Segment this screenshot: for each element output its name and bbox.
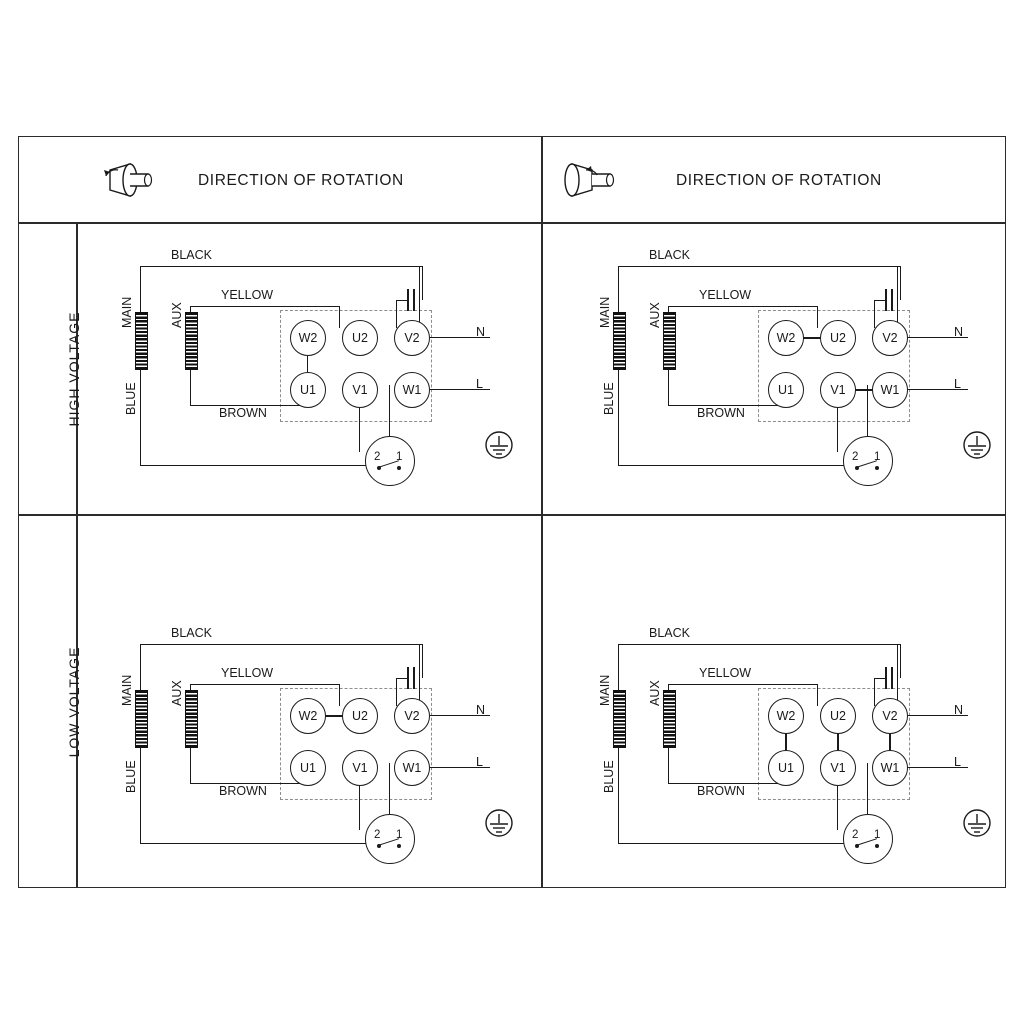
label-yellow: YELLOW: [218, 288, 276, 302]
terminal-v1[interactable]: V1: [342, 750, 378, 786]
coil-main: [613, 312, 626, 370]
label-blue: BLUE: [124, 382, 138, 415]
label-black: BLACK: [168, 248, 215, 262]
label-n: N: [954, 325, 964, 339]
wiring-cell-lv-ccw: [110, 618, 540, 880]
link-w2-u2: [323, 715, 343, 717]
link-u2-v1: [837, 732, 839, 750]
label-n: N: [954, 703, 964, 717]
wiring-cell-hv-ccw: [110, 240, 540, 502]
wire-blue-bottom: [140, 843, 390, 844]
motor-shaft-ccw-icon: [96, 156, 162, 202]
label-main: MAIN: [120, 674, 134, 706]
label-brown: BROWN: [694, 784, 748, 798]
label-l: L: [954, 377, 961, 391]
wire-v1-to-thermal: [359, 406, 360, 452]
thermal-terminal-1: 1: [396, 829, 403, 841]
label-l: L: [476, 755, 483, 769]
label-aux: AUX: [648, 302, 662, 328]
wire-cap-right: [900, 644, 901, 678]
coil-aux: [185, 312, 198, 370]
label-yellow: YELLOW: [218, 666, 276, 680]
row-label-low-voltage: LOW VOLTAGE: [66, 646, 82, 758]
thermal-terminal-2: 2: [374, 829, 381, 841]
terminal-u2[interactable]: U2: [342, 320, 378, 356]
wire-blue-bottom: [618, 465, 868, 466]
coil-aux: [663, 690, 676, 748]
thermal-terminal-2: 2: [374, 451, 381, 463]
label-main: MAIN: [598, 296, 612, 328]
wiring-cell-lv-cw: [600, 618, 1024, 880]
wire-yellow-to-u2: [817, 306, 818, 328]
link-w2-u1: [785, 732, 787, 750]
link-v1-w1: [853, 389, 873, 391]
wire-yellow-horizontal: [668, 306, 818, 307]
wire-cap-top: [871, 266, 901, 267]
label-yellow: YELLOW: [696, 666, 754, 680]
label-blue: BLUE: [124, 760, 138, 793]
wire-yellow-horizontal: [668, 684, 818, 685]
thermal-terminal-2: 2: [852, 829, 859, 841]
coil-main: [135, 690, 148, 748]
wire-v1-to-thermal: [837, 784, 838, 830]
label-black: BLACK: [168, 626, 215, 640]
grid-rule-header: [18, 222, 1006, 224]
terminal-w1[interactable]: W1: [394, 750, 430, 786]
grid-rule-mid: [18, 514, 1006, 516]
terminal-u1[interactable]: U1: [290, 750, 326, 786]
terminal-w2[interactable]: W2: [768, 320, 804, 356]
thermal-terminal-1: 1: [874, 451, 881, 463]
header-title-left: DIRECTION OF ROTATION: [198, 172, 404, 189]
coil-aux: [663, 312, 676, 370]
row-label-high-voltage: HIGH VOLTAGE: [66, 311, 82, 427]
terminal-v2[interactable]: V2: [872, 698, 908, 734]
label-blue: BLUE: [602, 760, 616, 793]
wire-yellow-to-u2: [339, 684, 340, 706]
label-black: BLACK: [646, 626, 693, 640]
terminal-w1[interactable]: W1: [872, 372, 908, 408]
label-n: N: [476, 703, 486, 717]
wiring-cell-hv-cw: [600, 240, 1024, 502]
wire-black-horizontal: [140, 644, 420, 645]
grid-rule-center: [541, 136, 543, 888]
terminal-v1[interactable]: V1: [342, 372, 378, 408]
terminal-u2[interactable]: U2: [820, 320, 856, 356]
label-l: L: [954, 755, 961, 769]
wire-blue-bottom: [140, 465, 390, 466]
wire-blue-bottom: [618, 843, 868, 844]
wire-v1-to-thermal: [837, 406, 838, 452]
wire-yellow-horizontal: [190, 306, 340, 307]
terminal-w1[interactable]: W1: [872, 750, 908, 786]
wire-yellow-to-u2: [817, 684, 818, 706]
wire-cap-left-drop: [396, 300, 397, 328]
wire-cap-right: [900, 266, 901, 300]
terminal-w1[interactable]: W1: [394, 372, 430, 408]
terminal-v2[interactable]: V2: [394, 698, 430, 734]
label-brown: BROWN: [216, 784, 270, 798]
coil-aux: [185, 690, 198, 748]
wire-yellow-to-u2: [339, 306, 340, 328]
wire-cap-left-drop: [874, 678, 875, 706]
link-v2-w1: [889, 732, 891, 750]
wire-cap-right: [422, 644, 423, 678]
label-main: MAIN: [598, 674, 612, 706]
terminal-w2[interactable]: W2: [290, 320, 326, 356]
wire-black-horizontal: [618, 266, 898, 267]
wire-black-right-drop: [419, 266, 420, 328]
thermal-protector: [365, 436, 415, 486]
wire-cap-top: [393, 644, 423, 645]
terminal-u2[interactable]: U2: [342, 698, 378, 734]
terminal-w2[interactable]: W2: [290, 698, 326, 734]
wire-cap-right: [422, 266, 423, 300]
wire-black-right-drop: [897, 266, 898, 328]
wire-black-horizontal: [618, 644, 898, 645]
terminal-v2[interactable]: V2: [872, 320, 908, 356]
thermal-protector: [843, 436, 893, 486]
wire-black-right-drop: [897, 644, 898, 706]
coil-main: [135, 312, 148, 370]
terminal-u1[interactable]: U1: [768, 750, 804, 786]
wire-yellow-horizontal: [190, 684, 340, 685]
label-n: N: [476, 325, 486, 339]
coil-main: [613, 690, 626, 748]
terminal-u2[interactable]: U2: [820, 698, 856, 734]
thermal-terminal-1: 1: [874, 829, 881, 841]
terminal-v2[interactable]: V2: [394, 320, 430, 356]
thermal-terminal-1: 1: [396, 451, 403, 463]
terminal-v1[interactable]: V1: [820, 372, 856, 408]
earth-symbol: [960, 808, 996, 842]
terminal-u1[interactable]: U1: [768, 372, 804, 408]
label-aux: AUX: [648, 680, 662, 706]
header-title-right: DIRECTION OF ROTATION: [676, 172, 882, 189]
label-brown: BROWN: [694, 406, 748, 420]
wire-v1-to-thermal: [359, 784, 360, 830]
earth-symbol: [482, 808, 518, 842]
wire-cap-top: [393, 266, 423, 267]
label-black: BLACK: [646, 248, 693, 262]
terminal-v1[interactable]: V1: [820, 750, 856, 786]
label-l: L: [476, 377, 483, 391]
terminal-u1[interactable]: U1: [290, 372, 326, 408]
wire-black-horizontal: [140, 266, 420, 267]
earth-symbol: [482, 430, 518, 464]
thermal-protector: [843, 814, 893, 864]
wire-cap-left-drop: [874, 300, 875, 328]
wire-cap-top: [871, 644, 901, 645]
wire-cap-left-drop: [396, 678, 397, 706]
label-aux: AUX: [170, 302, 184, 328]
link-w2-u1: [307, 354, 308, 372]
motor-shaft-cw-icon: [556, 156, 622, 202]
earth-symbol: [960, 430, 996, 464]
wire-black-right-drop: [419, 644, 420, 706]
label-main: MAIN: [120, 296, 134, 328]
label-yellow: YELLOW: [696, 288, 754, 302]
thermal-protector: [365, 814, 415, 864]
label-blue: BLUE: [602, 382, 616, 415]
link-w2-u2: [801, 337, 821, 339]
thermal-terminal-2: 2: [852, 451, 859, 463]
label-brown: BROWN: [216, 406, 270, 420]
terminal-w2[interactable]: W2: [768, 698, 804, 734]
label-aux: AUX: [170, 680, 184, 706]
